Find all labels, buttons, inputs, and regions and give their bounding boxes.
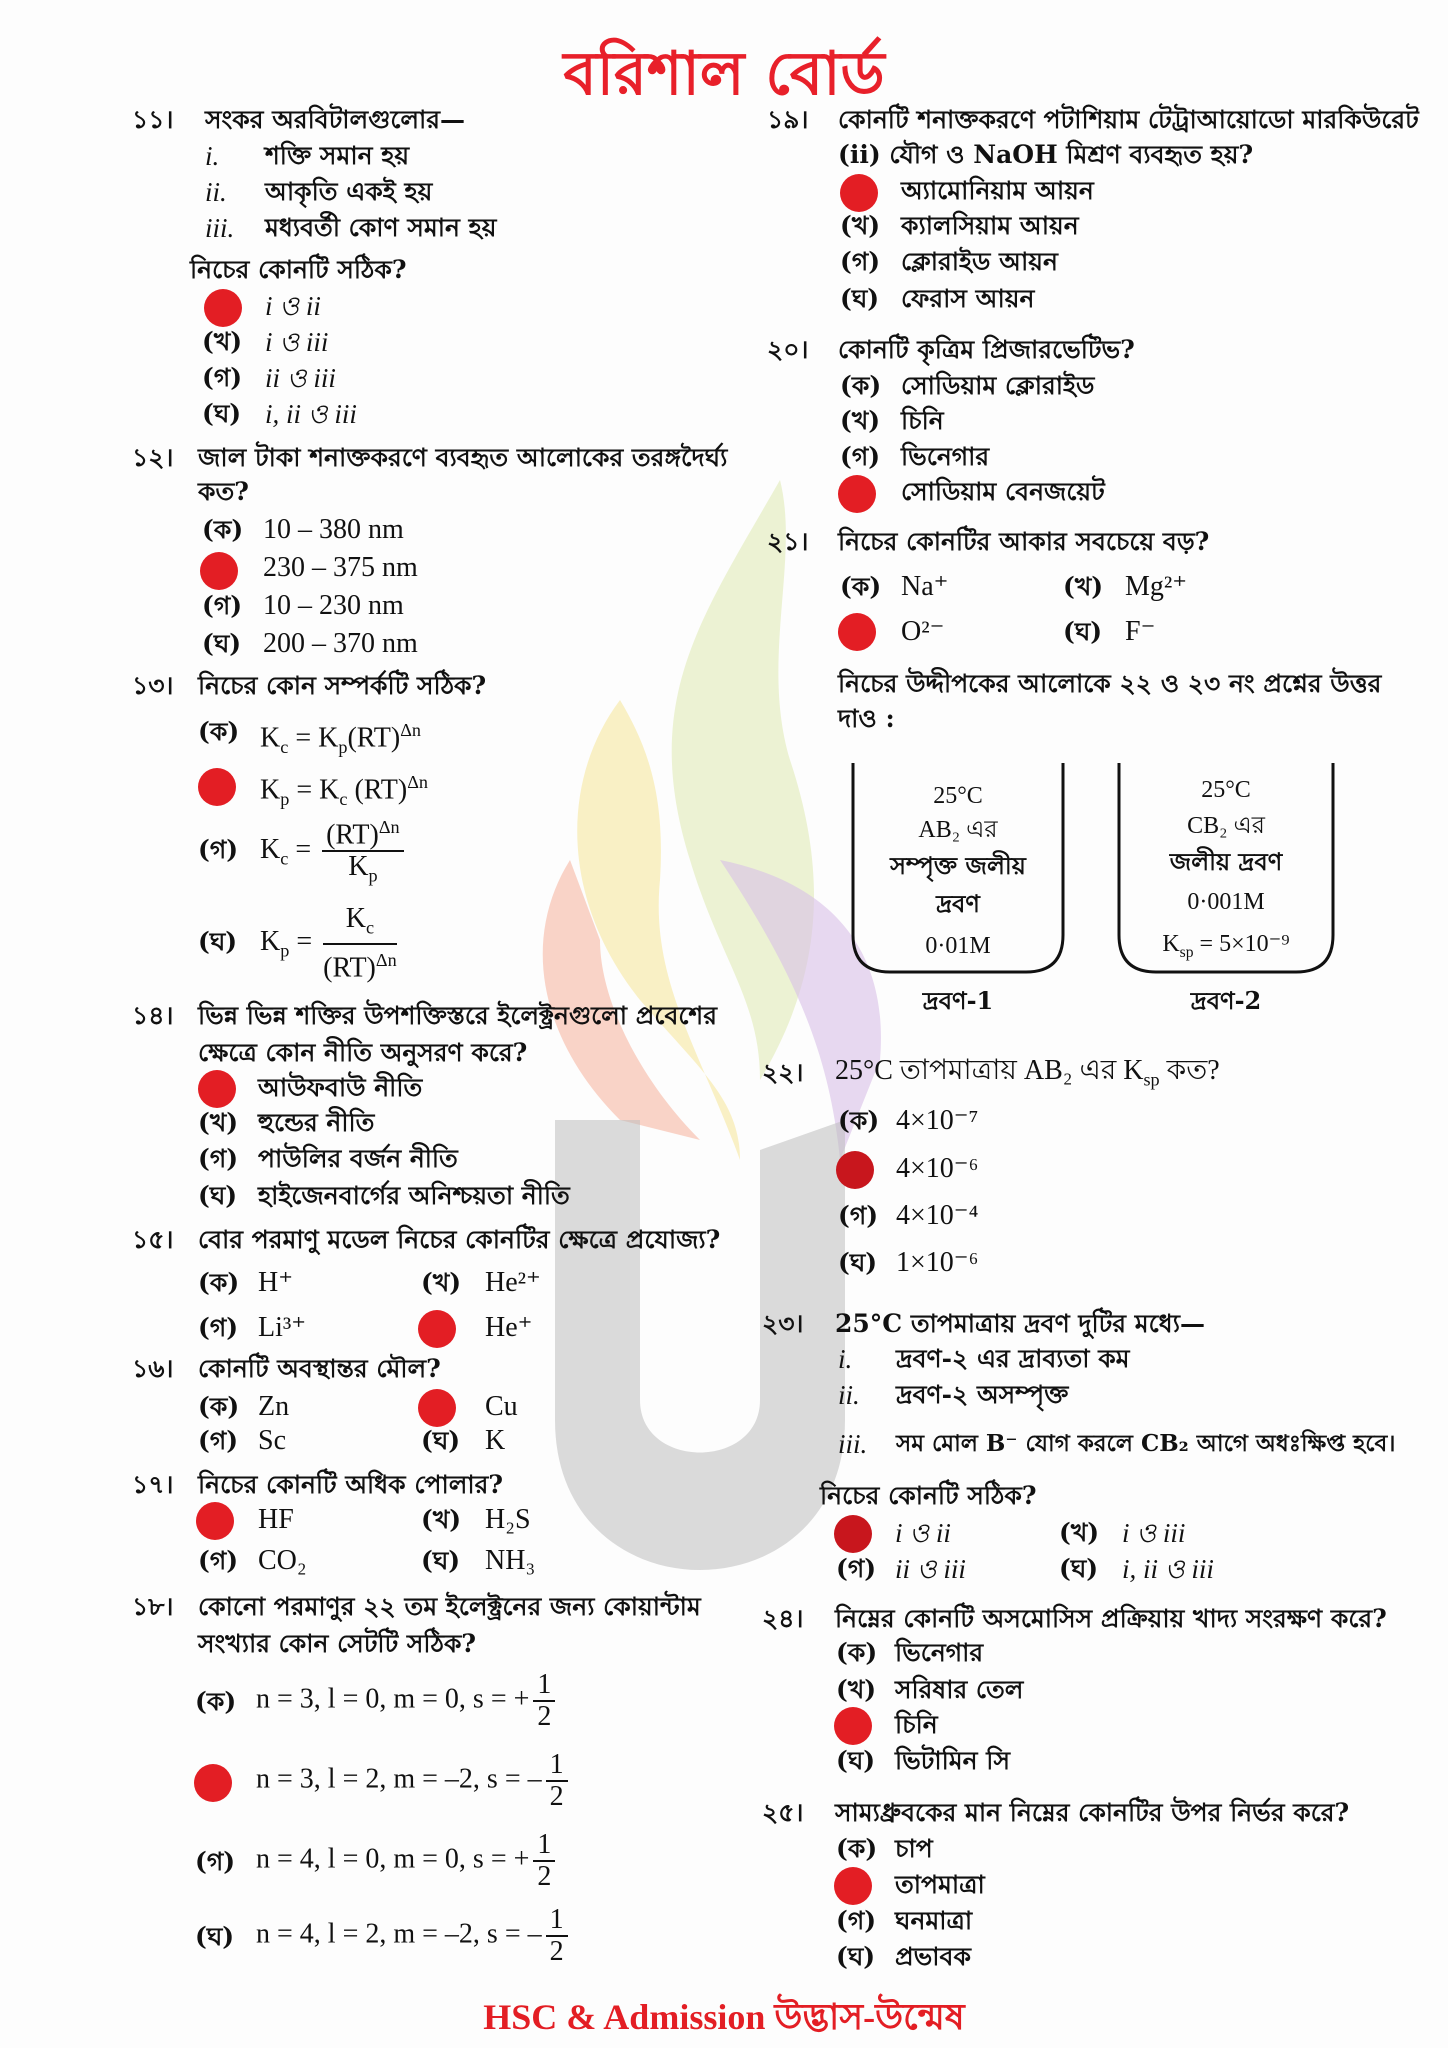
option-text: n = 3, l = 2, m = –2, s = – $\frac{1}{2}$ xyxy=(256,1750,572,1812)
question-stem: নিচের কোনটি অধিক পোলার? xyxy=(198,1470,503,1499)
question-number: ১৭। xyxy=(132,1470,174,1499)
formula: $K_c$ = $\frac{(RT)^{\Delta n}}{K_p}$ xyxy=(260,812,408,891)
beaker-text: দ্রবণ xyxy=(936,889,980,918)
statement-label: i. xyxy=(838,1344,853,1374)
beaker-label: দ্রবণ-2 xyxy=(1190,986,1262,1015)
option-label: (খ) xyxy=(836,1675,877,1704)
statement-label: iii. xyxy=(205,213,235,243)
question-number: ১৯। xyxy=(767,105,809,134)
question-stem: কোনটি কৃত্রিম প্রিজারভেটিভ? xyxy=(838,335,1135,364)
correct-answer-marker xyxy=(834,1515,872,1553)
passage-text: নিচের উদ্দীপকের আলোকে ২২ ও ২৩ নং প্রশ্নের উত্তর xyxy=(838,669,1382,698)
formula: $K_p = K_c$ (RT)$^{\Delta n}$ xyxy=(260,772,428,809)
beaker-label: দ্রবণ-1 xyxy=(922,986,994,1015)
option-text: He²⁺ xyxy=(485,1267,541,1298)
option-label: (খ) xyxy=(202,327,243,356)
option-text: Mg²⁺ xyxy=(1125,571,1188,602)
option-label: (খ) xyxy=(1059,1518,1100,1547)
option-text: চাপ xyxy=(895,1834,933,1863)
question-number: ২৩। xyxy=(762,1309,804,1338)
question-stem: ভিন্ন ভিন্ন শক্তির উপশক্তিস্তরে ইলেক্ট্রনগুলো প্রবেশের xyxy=(198,1001,717,1030)
option-text: চিনি xyxy=(901,406,944,435)
question-number: ১৪। xyxy=(132,1001,174,1030)
option-label: (গ) xyxy=(840,247,881,276)
statement-text: দ্রবণ-২ এর দ্রাব্যতা কম xyxy=(896,1344,1130,1373)
beaker-text: 25°C xyxy=(1201,777,1251,803)
option-text: i ও ii xyxy=(895,1518,951,1548)
question-number: ১৫। xyxy=(132,1225,174,1254)
option-text: HF xyxy=(258,1504,294,1535)
beaker-text: 25°C xyxy=(933,783,983,809)
question-stem: সংকর অরবিটালগুলোর— xyxy=(205,105,466,134)
option-text: H⁺ xyxy=(258,1267,293,1298)
option-label: (ক) xyxy=(195,1687,237,1716)
option-label: (ঘ) xyxy=(198,1181,238,1210)
option-text: NH₃ xyxy=(485,1545,536,1576)
option-label: (ক) xyxy=(838,1106,880,1135)
option-label: (ক) xyxy=(836,1834,878,1863)
option-text: CO₂ xyxy=(258,1545,307,1576)
footer-brand: HSC & Admission উদ্ভাস-উন্মেষ xyxy=(483,1997,965,2037)
option-label: (ক) xyxy=(840,572,882,601)
option-text: প্রভাবক xyxy=(895,1942,971,1971)
beaker-text: 0·01M xyxy=(925,933,991,959)
option-label: (গ) xyxy=(838,1201,879,1230)
option-text: 200 – 370 nm xyxy=(263,628,418,659)
option-text: ii ও iii xyxy=(895,1554,966,1584)
option-text: ভিনেগার xyxy=(901,442,990,471)
option-text: অ্যামোনিয়াম আয়ন xyxy=(901,176,1094,205)
statement-text: সম মোল B⁻ যোগ করলে CB₂ আগে অধঃক্ষিপ্ত হবে। xyxy=(896,1430,1396,1457)
option-text: Na⁺ xyxy=(901,571,949,602)
option-text: সোডিয়াম ক্লোরাইড xyxy=(901,371,1095,400)
option-text: ঘনমাত্রা xyxy=(895,1906,973,1935)
option-text: F⁻ xyxy=(1125,616,1156,647)
statement-text: মধ্যবর্তী কোণ সমান হয় xyxy=(265,213,497,242)
option-label: (ঘ) xyxy=(198,927,238,956)
option-text: 4×10⁻⁷ xyxy=(896,1105,979,1136)
option-text: 4×10⁻⁶ xyxy=(896,1153,979,1184)
question-stem: জাল টাকা শনাক্তকরণে ব্যবহৃত আলোকের তরঙ্গদৈর্ঘ্য xyxy=(198,443,728,472)
beaker-text: সম্পৃক্ত জলীয় xyxy=(890,851,1026,880)
question-stem: বোর পরমাণু মডেল নিচের কোনটির ক্ষেত্রে প্রযোজ্য? xyxy=(198,1225,721,1254)
option-text: i ও ii xyxy=(265,291,321,321)
beaker-text: CB₂ এর xyxy=(1187,813,1265,839)
statement-label: i. xyxy=(205,141,220,171)
statement-label: iii. xyxy=(838,1429,868,1459)
option-text: তাপমাত্রা xyxy=(895,1870,985,1899)
option-text: Sc xyxy=(258,1425,286,1456)
option-label: (গ) xyxy=(198,1144,239,1173)
option-label: (গ) xyxy=(202,363,243,392)
question-number: ১৩। xyxy=(132,671,174,700)
option-text: i ও iii xyxy=(265,327,329,357)
question-number: ২১। xyxy=(767,527,809,556)
option-label: (ক) xyxy=(198,1268,240,1297)
option-text: n = 4, l = 0, m = 0, s = + $\frac{1}{2}$ xyxy=(256,1830,559,1892)
option-label: (খ) xyxy=(421,1505,462,1534)
option-text: 10 – 230 nm xyxy=(263,590,404,621)
option-label: (ঘ) xyxy=(1063,617,1103,646)
option-text: Cu xyxy=(485,1391,518,1422)
option-label: (খ) xyxy=(421,1268,462,1297)
question-stem: 25°C তাপমাত্রায় দ্রবণ দুটির মধ্যে— xyxy=(835,1309,1205,1338)
question-number: ১২। xyxy=(132,443,174,472)
option-label: (ঘ) xyxy=(202,399,242,428)
option-text: 1×10⁻⁶ xyxy=(896,1247,979,1278)
question-stem: নিচের কোন সম্পর্কটি সঠিক? xyxy=(198,671,487,700)
statement-text: আকৃতি একই হয় xyxy=(265,177,433,206)
statement-text: দ্রবণ-২ অসম্পৃক্ত xyxy=(896,1380,1069,1409)
option-label: (ঘ) xyxy=(421,1426,461,1455)
question-number: ২৫। xyxy=(762,1798,804,1827)
option-label: (ঘ) xyxy=(836,1942,876,1971)
option-text: ক্লোরাইড আয়ন xyxy=(901,247,1058,276)
question-stem: কোনটি অবস্থান্তর মৌল? xyxy=(198,1354,441,1383)
option-text: Li³⁺ xyxy=(258,1312,307,1343)
question-number: ২৪। xyxy=(762,1604,804,1633)
question-stem: সাম্যধ্রুবকের মান নিম্নের কোনটির উপর নির্ভর করে? xyxy=(835,1798,1350,1827)
option-text: ফেরাস আয়ন xyxy=(901,284,1035,313)
option-label: (খ) xyxy=(840,406,881,435)
question-stem: 25°C তাপমাত্রায় AB₂ এর $K_{sp}$ কত? xyxy=(835,1055,1220,1090)
option-label: (ঘ) xyxy=(195,1922,235,1951)
option-text: i, ii ও iii xyxy=(1122,1554,1214,1584)
option-label: (ঘ) xyxy=(202,629,242,658)
question-stem: কত? xyxy=(198,477,249,506)
option-label: (গ) xyxy=(840,442,881,471)
beaker-text: 0·001M xyxy=(1187,889,1265,915)
option-text: i, ii ও iii xyxy=(265,399,357,429)
question-stem: (ii) যৌগ ও NaOH মিশ্রণ ব্যবহৃত হয়? xyxy=(838,140,1254,169)
question-number: ২০। xyxy=(767,335,809,364)
option-label: (গ) xyxy=(195,1847,236,1876)
option-label: (খ) xyxy=(1063,572,1104,601)
question-ask: নিচের কোনটি সঠিক? xyxy=(190,255,407,284)
option-text: ii ও iii xyxy=(265,363,336,393)
option-text: n = 4, l = 2, m = –2, s = – $\frac{1}{2}$ xyxy=(256,1905,572,1967)
statement-text: শক্তি সমান হয় xyxy=(265,141,410,170)
option-label: (ক) xyxy=(836,1638,878,1667)
option-text: He⁺ xyxy=(485,1312,533,1343)
question-stem: ক্ষেত্রে কোন নীতি অনুসরণ করে? xyxy=(198,1038,528,1067)
question-number: ১১। xyxy=(132,105,174,134)
option-text: 230 – 375 nm xyxy=(263,552,418,583)
correct-answer-marker xyxy=(834,1707,872,1745)
beaker-text: জলীয় দ্রবণ xyxy=(1169,847,1283,876)
option-label: (ঘ) xyxy=(1059,1554,1099,1583)
option-label: (গ) xyxy=(198,1313,239,1342)
option-text: i ও iii xyxy=(1122,1518,1186,1548)
option-label: (ঘ) xyxy=(836,1746,876,1775)
question-stem: কোনটি শনাক্তকরণে পটাশিয়াম টেট্রাআয়োডো মারকিউরেট xyxy=(838,105,1419,134)
question-ask: নিচের কোনটি সঠিক? xyxy=(820,1481,1037,1510)
beaker-text: $K_{sp} = 5\times 10^{-9}$ xyxy=(1162,931,1290,961)
question-stem: সংখ্যার কোন সেটটি সঠিক? xyxy=(198,1629,477,1658)
option-text: n = 3, l = 0, m = 0, s = + $\frac{1}{2}$ xyxy=(256,1670,559,1732)
option-text: হুন্ডের নীতি xyxy=(258,1108,375,1137)
question-number: ১৮। xyxy=(132,1592,174,1621)
option-text: আউফবাউ নীতি xyxy=(258,1073,423,1102)
option-text: K xyxy=(485,1425,506,1456)
passage-text: দাও : xyxy=(838,704,895,733)
option-label: (গ) xyxy=(198,1426,239,1455)
option-label: (ক) xyxy=(198,717,240,746)
option-text: ক্যালসিয়াম আয়ন xyxy=(901,211,1079,240)
option-label: (ঘ) xyxy=(421,1546,461,1575)
question-stem: নিম্নের কোনটি অসমোসিস প্রক্রিয়ায় খাদ্য সংরক্ষণ করে? xyxy=(835,1604,1387,1633)
option-text: হাইজেনবার্গের অনিশ্চয়তা নীতি xyxy=(258,1181,570,1210)
option-label: (গ) xyxy=(836,1554,877,1583)
option-text: সরিষার তেল xyxy=(895,1675,1024,1704)
question-stem: নিচের কোনটির আকার সবচেয়ে বড়? xyxy=(838,527,1210,556)
question-number: ১৬। xyxy=(132,1354,174,1383)
option-label: (গ) xyxy=(202,591,243,620)
option-text: পাউলির বর্জন নীতি xyxy=(258,1144,458,1173)
option-text: H₂S xyxy=(485,1504,531,1535)
option-text: 4×10⁻⁴ xyxy=(896,1200,979,1231)
option-text: চিনি xyxy=(895,1710,938,1739)
option-label: (ঘ) xyxy=(838,1248,878,1277)
statement-label: ii. xyxy=(205,177,227,207)
option-label: (গ) xyxy=(836,1906,877,1935)
option-label: (গ) xyxy=(198,835,239,864)
formula: $K_p$ = $\frac{K_c}{(RT)^{\Delta n}}$ xyxy=(260,903,397,983)
option-text: ভিনেগার xyxy=(895,1638,984,1667)
option-label: (ঘ) xyxy=(840,284,880,313)
beaker-text: AB₂ এর xyxy=(918,817,998,843)
formula: $K_c = K_p(RT)^{\Delta n}$ xyxy=(260,720,421,757)
option-text: 10 – 380 nm xyxy=(263,514,404,545)
option-text: Zn xyxy=(258,1391,290,1422)
option-text: সোডিয়াম বেনজয়েট xyxy=(901,477,1105,506)
option-text: O²⁻ xyxy=(901,616,945,647)
question-stem: কোনো পরমাণুর ২২ তম ইলেক্ট্রনের জন্য কোয়ান্টাম xyxy=(198,1592,701,1621)
option-label: (ক) xyxy=(198,1392,240,1421)
option-label: (খ) xyxy=(840,211,881,240)
correct-answer-marker xyxy=(836,1151,874,1189)
option-label: (ক) xyxy=(840,371,882,400)
option-label: (খ) xyxy=(198,1108,239,1137)
question-number: ২২। xyxy=(762,1058,804,1087)
statement-label: ii. xyxy=(838,1380,860,1410)
correct-answer-marker xyxy=(834,1867,872,1905)
option-label: (ক) xyxy=(202,515,244,544)
board-title: বরিশাল বোর্ড xyxy=(563,39,885,109)
option-label: (গ) xyxy=(198,1546,239,1575)
option-text: ভিটামিন সি xyxy=(895,1746,1010,1775)
